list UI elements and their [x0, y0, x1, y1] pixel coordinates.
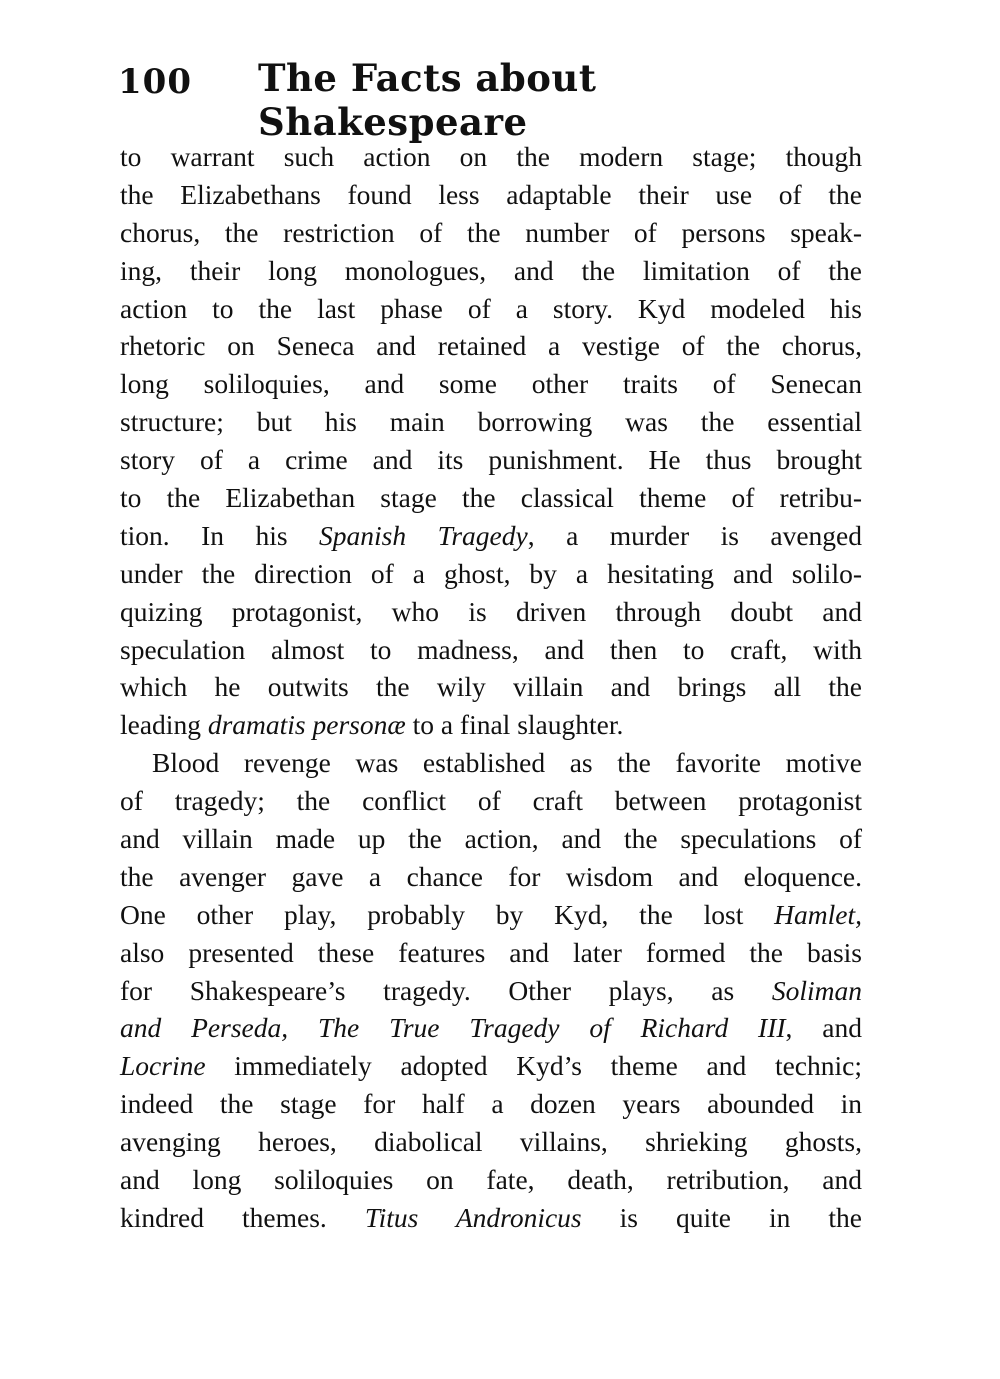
line-text: tion. In his: [120, 519, 320, 551]
line-text: leading: [120, 709, 208, 741]
italic-title: Locrine: [120, 1050, 206, 1082]
line-text: , a murder is avenged: [527, 519, 863, 551]
italic-phrase: dramatis personæ: [207, 709, 406, 741]
text-line: long soliloquies, and some other traits of Senecan: [120, 368, 862, 400]
text-line: structure; but his main borrowing was the essential: [120, 406, 862, 438]
italic-title: Titus Andronicus: [364, 1201, 582, 1233]
text-line: rhetoric on Seneca and retained a vestige of the chorus,: [120, 330, 862, 362]
text-line: the avenger gave a chance for wisdom and eloquence.: [120, 860, 862, 892]
text-line: avenging heroes, diabolical villains, shrieking ghosts,: [120, 1126, 862, 1158]
text-line: of tragedy; the conflict of craft between protagonist: [120, 785, 862, 817]
text-line: ing, their long monologues, and the limitation of the: [120, 254, 862, 286]
text-line: [120, 896, 862, 934]
text-line: story of a crime and its punishment. He thus brought: [120, 444, 862, 476]
text-line: which he outwits the wily villain and brings all the: [120, 671, 862, 703]
paragraph-2: [120, 744, 862, 1237]
line-text: , and: [785, 1012, 862, 1044]
running-title: The Facts about Shakespeare: [258, 56, 597, 144]
paragraph-1: [120, 138, 862, 744]
text-line: chorus, the restriction of the number of persons speak-: [120, 216, 862, 248]
text-line: and villain made up the action, and the speculations of: [120, 823, 862, 855]
text-line: [120, 1047, 862, 1085]
text-line: [120, 1199, 862, 1237]
line-text: to a final slaughter.: [405, 709, 624, 741]
italic-title: and Perseda, The True Tragedy of Richard III: [120, 1012, 786, 1044]
text-line: [120, 972, 862, 1010]
text-line: indeed the stage for half a dozen years abounded in: [120, 1088, 862, 1120]
page-number: 100: [118, 62, 192, 102]
text-line: [120, 517, 862, 555]
body-text: [120, 138, 862, 1237]
text-line: and long soliloquies on fate, death, retribution, and: [120, 1164, 862, 1196]
text-line: the Elizabethans found less adaptable their use of the: [120, 178, 862, 210]
line-text: is quite in the: [581, 1201, 862, 1233]
running-head: [118, 52, 878, 144]
line-text: kindred themes.: [120, 1201, 365, 1233]
text-line: also presented these features and later formed the basis: [120, 936, 862, 968]
italic-title: Hamlet,: [774, 898, 862, 930]
text-line: to the Elizabethan stage the classical theme of retribu-: [120, 482, 862, 514]
line-text: immediately adopted Kyd’s theme and technic;: [205, 1050, 862, 1082]
text-line: action to the last phase of a story. Kyd modeled his: [120, 292, 862, 324]
text-line: Blood revenge was established as the favorite motive: [152, 747, 862, 779]
text-line: speculation almost to madness, and then to craft, with: [120, 633, 862, 665]
text-line: quizing protagonist, who is driven through doubt and: [120, 595, 862, 627]
text-line: [120, 706, 862, 744]
italic-title: Soliman: [771, 974, 862, 1006]
text-line: to warrant such action on the modern stage; though: [120, 141, 862, 172]
line-text: One other play, probably by Kyd, the lost: [120, 898, 775, 930]
text-line: [120, 1009, 862, 1047]
text-line: under the direction of a ghost, by a hesitating and solilo-: [120, 557, 862, 589]
italic-title: Spanish Tragedy: [319, 519, 528, 551]
line-text: for Shakespeare’s tragedy. Other plays, as: [120, 974, 772, 1006]
